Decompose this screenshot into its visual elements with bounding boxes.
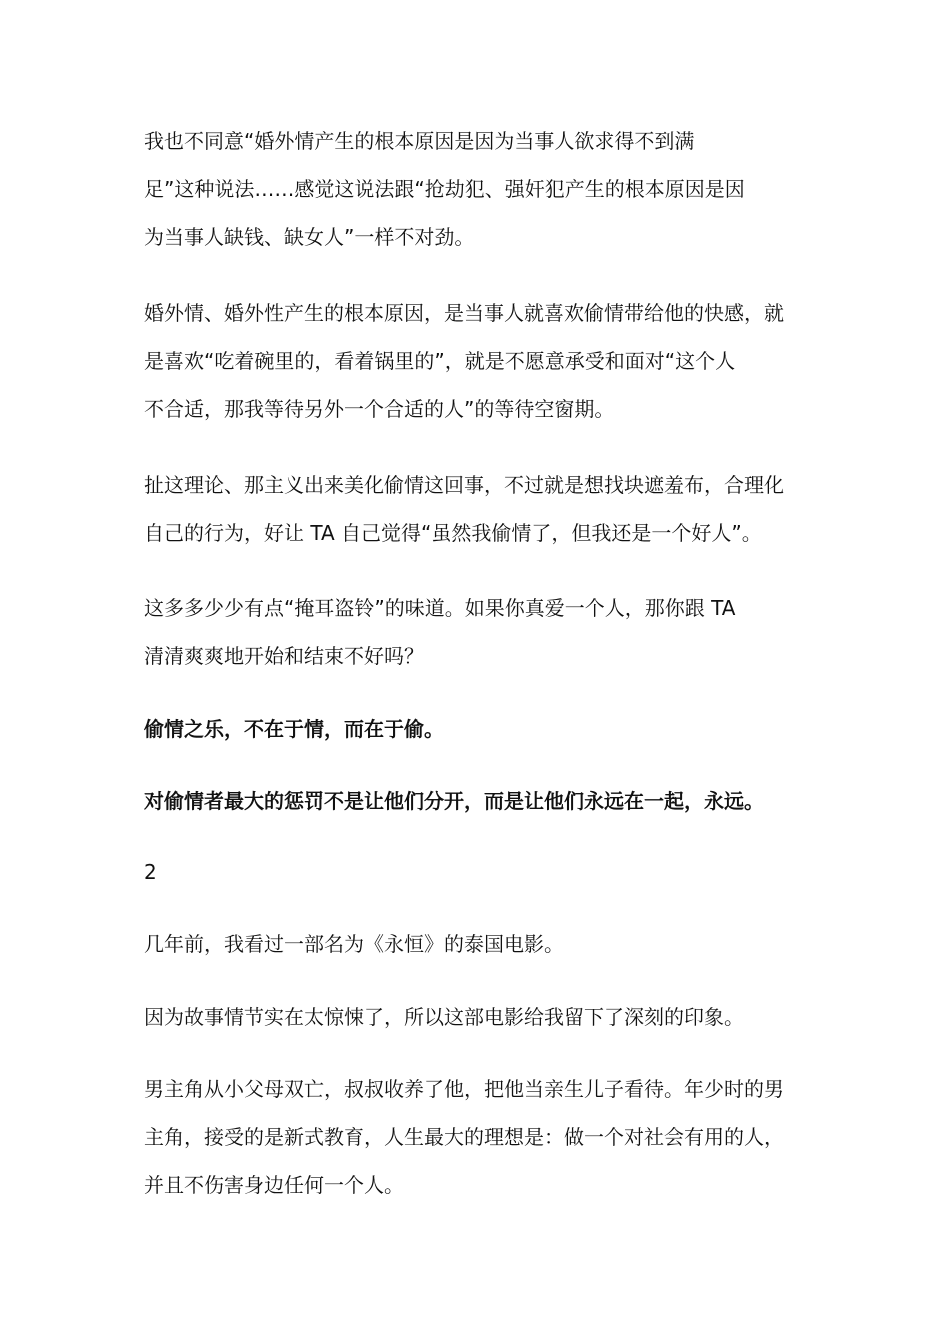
text-line: 主角，接受的是新式教育，人生最大的理想是：做一个对社会有用的人， xyxy=(144,1125,784,1149)
paragraph-3 xyxy=(144,461,812,557)
text-line: 扯这理论、那主义出来美化偷情这回事，不过就是想找块遮羞布，合理化 xyxy=(144,473,784,497)
paragraph-4 xyxy=(144,584,812,680)
text-line: 对偷情者最大的惩罚不是让他们分开，而是让他们永远在一起，永远。 xyxy=(144,789,764,813)
text-line: 为当事人缺钱、缺女人”一样不对劲。 xyxy=(144,225,475,249)
section-number xyxy=(144,848,812,896)
text-line: 因为故事情节实在太惊悚了，所以这部电影给我留下了深刻的印象。 xyxy=(144,1005,744,1029)
text-line: 这多多少少有点“掩耳盗铃”的味道。如果你真爱一个人，那你跟 TA xyxy=(144,596,736,620)
text-line: 是喜欢“吃着碗里的，看着锅里的”，就是不愿意承受和面对“这个人 xyxy=(144,349,736,373)
paragraph-1 xyxy=(144,117,812,261)
paragraph-5-bold xyxy=(144,705,812,753)
paragraph-2 xyxy=(144,289,812,433)
text-line: 2 xyxy=(144,860,157,884)
text-line: 偷情之乐，不在于情，而在于偷。 xyxy=(144,717,444,741)
paragraph-8 xyxy=(144,920,812,968)
text-line: 几年前，我看过一部名为《永恒》的泰国电影。 xyxy=(144,932,564,956)
text-line: 我也不同意“婚外情产生的根本原因是因为当事人欲求得不到满 xyxy=(144,129,695,153)
text-line: 男主角从小父母双亡，叔叔收养了他，把他当亲生儿子看待。年少时的男 xyxy=(144,1077,784,1101)
text-line: 自己的行为，好让 TA 自己觉得“虽然我偷情了，但我还是一个好人”。 xyxy=(144,521,762,545)
paragraph-10 xyxy=(144,1065,812,1209)
paragraph-9 xyxy=(144,993,812,1041)
text-line: 不合适，那我等待另外一个合适的人”的等待空窗期。 xyxy=(144,397,615,421)
paragraph-6-bold xyxy=(144,777,812,825)
text-line: 清清爽爽地开始和结束不好吗？ xyxy=(144,644,424,668)
text-line: 并且不伤害身边任何一个人。 xyxy=(144,1173,404,1197)
text-line: 婚外情、婚外性产生的根本原因，是当事人就喜欢偷情带给他的快感，就 xyxy=(144,301,784,325)
text-line: 足”这种说法……感觉这说法跟“抢劫犯、强奸犯产生的根本原因是因 xyxy=(144,177,745,201)
